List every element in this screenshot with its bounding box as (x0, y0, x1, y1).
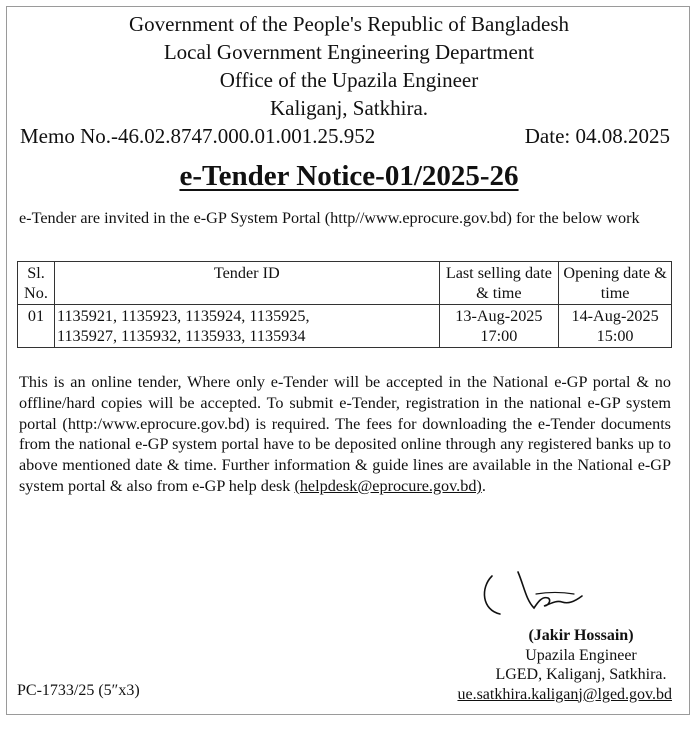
signatory-email[interactable]: ue.satkhira.kaliganj@lged.gov.bd (457, 685, 672, 703)
cell-last-selling (439, 305, 559, 348)
header-government: Government of the People's Republic of Bangladesh (128, 12, 569, 36)
memo-row (20, 124, 670, 150)
signatory-name: (Jakir Hossain) (528, 627, 634, 644)
body-end: . (481, 476, 486, 495)
tender-ids-line1: 1135921, 1135923, 1135924, 1135925, (56, 307, 310, 325)
header-last-selling: Last selling date & time (439, 262, 559, 305)
signatory-office: LGED, Kaliganj, Satkhira. (495, 666, 667, 683)
body-paragraph (19, 372, 671, 497)
cell-opening (559, 305, 672, 348)
memo-number: Memo No.-46.02.8747.000.01.001.25.952 (20, 124, 376, 148)
cell-tender-ids (54, 305, 439, 348)
header-tender-id: Tender ID (54, 262, 439, 305)
signatory-designation: Upazila Engineer (525, 646, 637, 664)
helpdesk-email-link[interactable]: (helpdesk@eprocure.gov.bd) (294, 476, 482, 495)
table-row (18, 305, 672, 348)
header-department: Local Government Engineering Department (163, 40, 535, 64)
opening-date: 14-Aug-2025 (571, 307, 659, 325)
memo-date: Date: 04.08.2025 (524, 124, 670, 148)
opening-time: 15:00 (596, 327, 634, 345)
header-sl: Sl. No. (18, 262, 55, 305)
header-office: Office of the Upazila Engineer (219, 68, 479, 92)
body-text: This is an online tender, Where only e-Tender will be accepted in the National e-GP portal & no offline/hard copies will be accepted. To submit e-Tender, registration in the national e-GP system portal (http:/www.eprocure.gov.bd) is required. The fees for downloading the e-Tender documents from the national e-GP system portal have to be deposited online through any registered banks up to above mentioned date & time. Further information & guide lines are available in the National e-GP system portal & also from e-GP help desk (19, 373, 671, 495)
table-header-row (18, 262, 672, 305)
cell-sl: 01 (18, 305, 55, 348)
header-opening: Opening date & time (559, 262, 672, 305)
tender-table (17, 261, 672, 348)
signature-icon (478, 566, 608, 622)
signatory-block (420, 626, 672, 704)
notice-title: e-Tender Notice-01/2025-26 (179, 160, 519, 192)
intro-text: e-Tender are invited in the e-GP System Portal (http//www.eprocure.gov.bd) for the below work (19, 209, 640, 227)
last-selling-date: 13-Aug-2025 (455, 307, 543, 325)
tender-ids-line2: 1135927, 1135932, 1135933, 1135934 (56, 327, 306, 345)
header-location: Kaliganj, Satkhira. (269, 96, 429, 120)
pc-reference: PC-1733/25 (5″x3) (17, 682, 140, 699)
last-selling-time: 17:00 (480, 327, 518, 345)
letterhead (0, 10, 698, 122)
